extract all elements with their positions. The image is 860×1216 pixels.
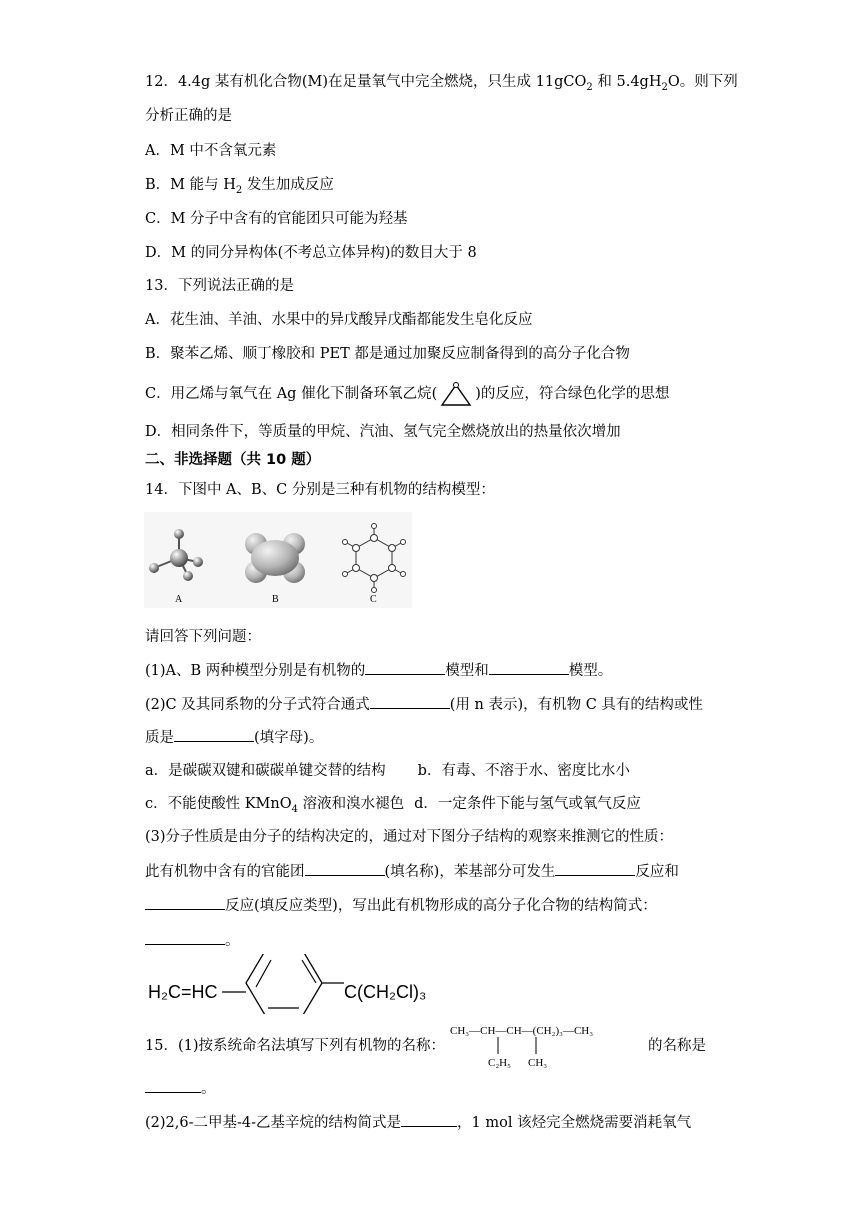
answer-blank-3[interactable] [370, 694, 450, 709]
q14-stem: 14．下图中 A、B、C 分别是三种有机物的结构模型： [145, 482, 495, 498]
label-b: B [272, 594, 279, 605]
formula-left-group: H₂C=HC [148, 982, 218, 1002]
q14-options-ab: a．是碳碳双键和碳碳单键交替的结构 b．有毒、不溶于水、密度比水小 [145, 763, 630, 779]
q15-part1-suffix: 的名称是 [648, 1038, 706, 1054]
section-heading: 二、非选择题（共 10 题） [145, 452, 321, 468]
structure-models-figure [144, 512, 412, 608]
q12-option-b: B．M 能与 $H_2$ 发生加成反应 [145, 177, 334, 196]
q14-part3-line3: 。 [145, 930, 240, 951]
alkane-main-chain: CH₃—CH—CH—(CH₂)₃—CH₃ [450, 1025, 594, 1037]
answer-blank-4[interactable] [174, 727, 254, 742]
answer-blank-8[interactable] [145, 930, 225, 945]
answer-blank-2[interactable] [489, 660, 569, 675]
answer-blank-5[interactable] [305, 861, 385, 876]
answer-blank-1[interactable] [365, 660, 445, 675]
q13-stem: 13．下列说法正确的是 [145, 278, 294, 294]
q14-part3-line2: 反应(填反应类型)，写出此有机物形成的高分子化合物的结构简式： [145, 895, 657, 916]
q14-part3-line1: 此有机物中含有的官能团 (填名称)，苯基部分可发生 反应和 [145, 861, 679, 882]
label-c: C [370, 594, 377, 605]
q14-part1: (1)A、B 两种模型分别是有机物的 模型和 模型。 [145, 660, 612, 681]
q13-option-d: D．相同条件下，等质量的甲烷、汽油、氢气完全燃烧放出的热量依次增加 [145, 424, 621, 440]
alkane-branch-methyl: CH₃ [528, 1057, 548, 1069]
q12-stem-line2: 分析正确的是 [145, 108, 232, 124]
q14-part3-stem: (3)分子性质是由分子的结构决定的，通过对下图分子结构的观察来推测它的性质： [145, 829, 674, 845]
q13-option-c: C．用乙烯与氧气在 Ag 催化下制备环氧乙烷( )的反应，符合绿色化学的思想 [145, 381, 669, 407]
q15-part2: (2)2,6-二甲基-4-乙基辛烷的结构简式是 ，1 mol 该烃完全燃烧需要消耗氧气 [145, 1112, 691, 1133]
q12-option-c: C．M 分子中含有的官能团只可能为羟基 [145, 211, 408, 227]
q13-option-a: A．花生油、羊油、水果中的异戊酸异戊酯都能发生皂化反应 [145, 312, 533, 328]
styrene-derivative-formula [144, 954, 434, 1014]
space-filling-model-b [245, 533, 305, 583]
q14-part2-line2: 质是 (填字母)。 [145, 727, 323, 748]
q14-ask: 请回答下列问题： [145, 629, 261, 645]
q13-option-b: B．聚苯乙烯、顺丁橡胶和 PET 都是通过加聚反应制备得到的高分子化合物 [145, 346, 630, 362]
q14-part2-line1: (2)C 及其同系物的分子式符合通式 (用 n 表示)，有机物 C 具有的结构或性 [145, 694, 703, 715]
q12-stem-line1: 12．4.4g 某有机化合物(M)在足量氧气中完全燃烧，只生成 11gCO$_2$ 和 $5.4gH_2O$。则下列 [145, 74, 738, 93]
label-a: A [175, 594, 183, 605]
alkane-branch-ethyl: C₂H₅ [488, 1057, 511, 1069]
q12-option-a: A．M 中不含氧元素 [145, 143, 277, 159]
q15-part1-line1: 15．(1)按系统命名法填写下列有机物的名称： [145, 1038, 445, 1054]
answer-blank-6[interactable] [555, 861, 635, 876]
q12-option-d: D．M 的同分异构体(不考总立体异构)的数目大于 8 [145, 245, 477, 261]
branched-alkane-structure [450, 1020, 650, 1072]
epoxide-ring-icon [439, 381, 473, 407]
answer-blank-9[interactable] [145, 1078, 201, 1093]
answer-blank-7[interactable] [145, 895, 225, 910]
q14-options-cd: c．不能使酸性 KMnO$_4$ 溶液和溴水褪色 d．一定条件下能与氢气或氧气反应 [145, 796, 641, 815]
formula-right-group: C(CH₂Cl)₃ [344, 982, 427, 1002]
q15-part1-line2: 。 [145, 1078, 216, 1099]
answer-blank-10[interactable] [401, 1112, 457, 1127]
